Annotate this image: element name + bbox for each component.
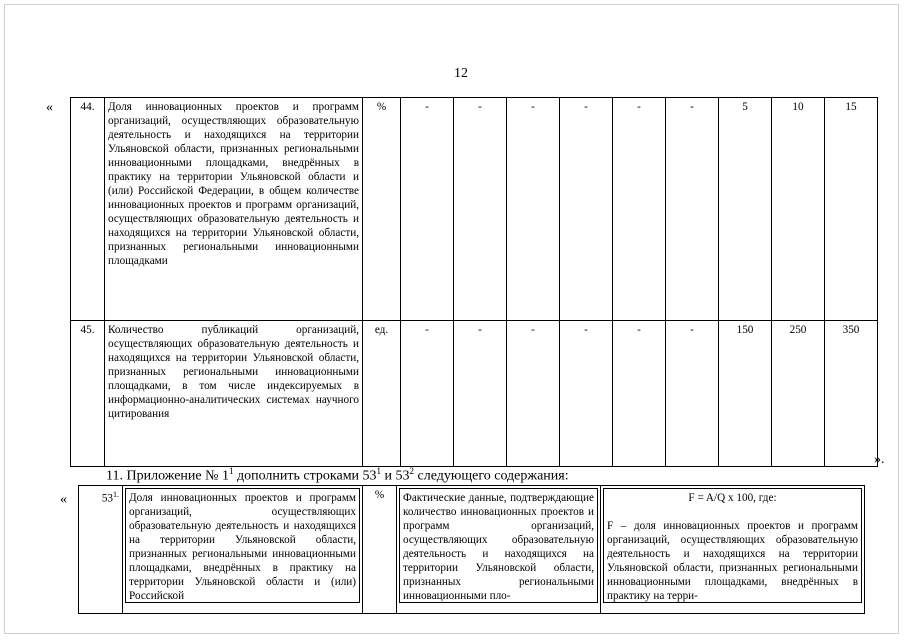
- table-row: [71, 321, 878, 467]
- superscript: 1: [376, 466, 382, 476]
- row-value: 15: [825, 98, 878, 321]
- paragraph-prefix: 11. Приложение № 1: [106, 468, 229, 484]
- amendment-paragraph: [106, 466, 569, 485]
- superscript: 2: [409, 466, 415, 476]
- row-value: -: [560, 98, 613, 321]
- row-value: 150: [719, 321, 772, 467]
- row-value: -: [613, 98, 666, 321]
- formula-description: F – доля инновационных проектов и программ организаций, осуществляющих образовательную деятельность и находящихся на территории Ульяновской области, признанных региональными инновационными площадками, внедрённых в практику на терри-: [607, 520, 858, 602]
- row-value: -: [507, 321, 560, 467]
- row-value: -: [666, 321, 719, 467]
- row-value: -: [560, 321, 613, 467]
- row-source-cell: [397, 486, 601, 614]
- row-value: 350: [825, 321, 878, 467]
- row-value: 10: [772, 98, 825, 321]
- row-value: -: [401, 98, 454, 321]
- formula: F = A/Q x 100, где:: [688, 492, 777, 504]
- row-unit: %: [363, 98, 401, 321]
- row-value: -: [454, 98, 507, 321]
- paragraph-and: и 53: [381, 468, 410, 484]
- row-description: Количество публикаций организаций, осуществляющих образовательную деятельность и находящихся на территории Ульяновской области, признанных региональными инновационными площадками, в том числе индексируемых в информационно-аналитических системах научного цитирования: [105, 321, 363, 467]
- row-unit: ед.: [363, 321, 401, 467]
- superscript: 1: [228, 466, 234, 476]
- appendix-table: [78, 485, 865, 614]
- open-quote: «: [46, 100, 53, 115]
- row-unit: %: [363, 486, 397, 614]
- row-value: -: [454, 321, 507, 467]
- row-value: -: [666, 98, 719, 321]
- row-description: Доля инновационных проектов и программ организаций, осуществляющих образовательную деятельность и находящихся на территории Ульяновской области, признанных региональными инновационными площадками, внедрённых в практику на территории Ульяновской области и (или) Российской Федерации, в общем количестве инновационных проектов и программ организаций, осуществляющих образовательную деятельность и находящихся на территории Ульяновской области, признанных региональными инновационными площадками: [105, 98, 363, 321]
- row-value: -: [401, 321, 454, 467]
- row-value: 250: [772, 321, 825, 467]
- close-quote: ».: [874, 452, 885, 467]
- row-number: 45.: [71, 321, 105, 467]
- row-number-main: 53: [101, 492, 113, 505]
- paragraph-middle: дополнить строками 53: [233, 468, 377, 484]
- table-row: [71, 98, 878, 321]
- row-value: 5: [719, 98, 772, 321]
- table-row: [79, 486, 865, 614]
- page-number: 12: [454, 66, 468, 81]
- row-description: Доля инновационных проектов и программ организаций, осуществляющих образовательную деятельность и находящихся на территории Ульяновской области, признанных региональными инновационными площадками, внедрённых в практику на территории Ульяновской области и (или) Российской: [125, 488, 360, 603]
- row-value: -: [613, 321, 666, 467]
- paragraph-suffix: следующего содержания:: [414, 468, 569, 484]
- row-description-cell: [123, 486, 363, 614]
- row-number: 44.: [71, 98, 105, 321]
- open-quote-2: «: [60, 492, 67, 507]
- row-value: -: [507, 98, 560, 321]
- row-formula-cell: [601, 486, 865, 614]
- indicators-table: [70, 97, 878, 467]
- row-formula-box: [603, 488, 862, 603]
- row-number: [79, 486, 123, 614]
- row-number-sup: 1.: [113, 490, 119, 499]
- row-source: Фактические данные, подтверждающие количество инновационных проектов и программ организаций, осуществляющих образовательную деятельность и находящихся на территории Ульяновской области, признанных региональными инновационными пло-: [399, 488, 598, 603]
